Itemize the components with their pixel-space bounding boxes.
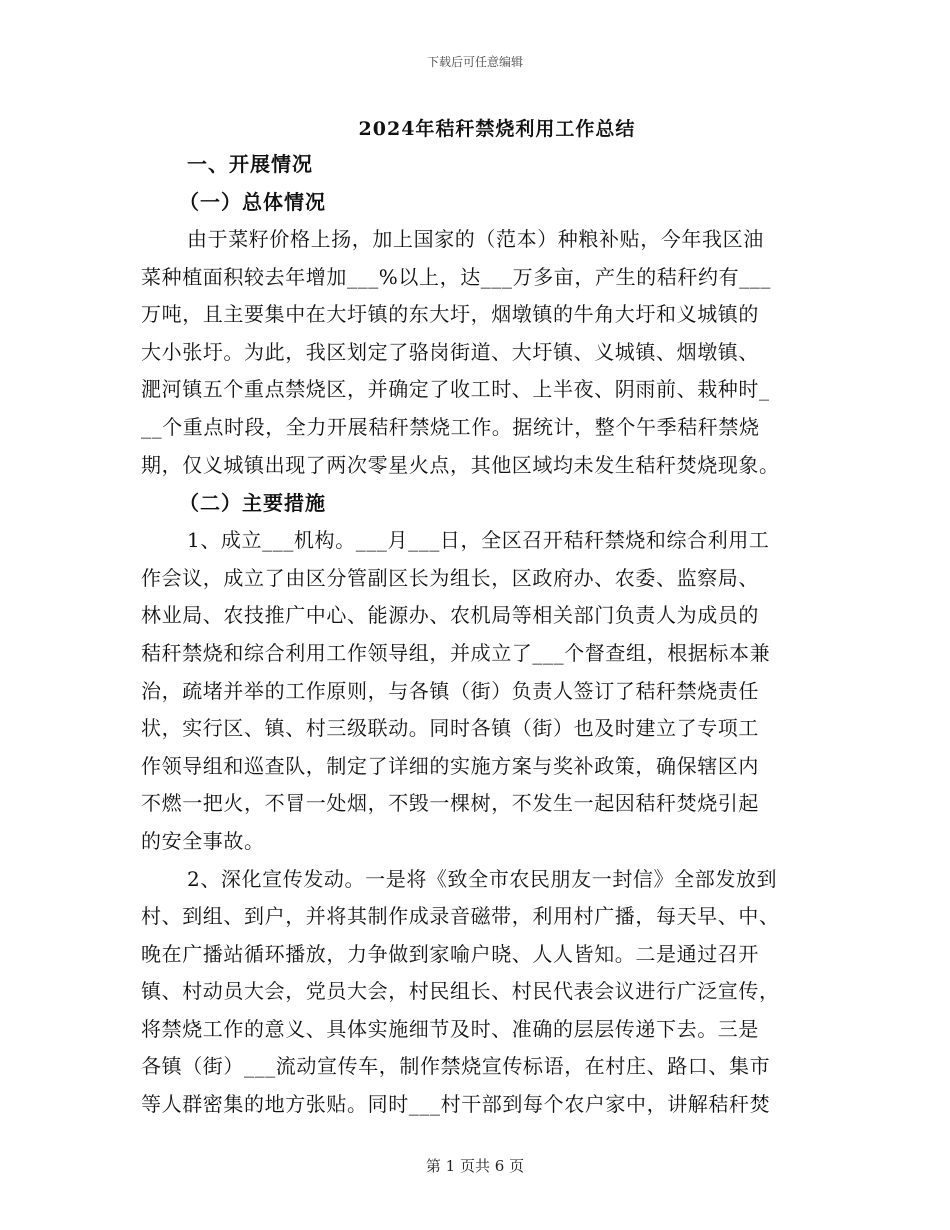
page-number: 第 1 页共 6 页 <box>425 1157 525 1175</box>
paragraph-line: 各镇（街）___流动宣传车，制作禁烧宣传标语，在村庄、路口、集市 <box>141 1054 771 1079</box>
paragraph-line: 作领导组和巡查队，制定了详细的实施方案与奖补政策，确保辖区内 <box>141 753 759 778</box>
paragraph-line: 1、成立___机构。___月___日，全区召开秸秆禁烧和综合利用工 <box>187 528 770 553</box>
paragraph-overview <box>141 221 809 484</box>
paragraph-line: 状，实行区、镇、村三级联动。同时各镇（街）也及时建立了专项工 <box>141 716 759 741</box>
paragraph-line: 等人群密集的地方张贴。同时___村干部到每个农户家中，讲解秸秆焚 <box>141 1092 771 1117</box>
paragraph-line: 大小张圩。为此，我区划定了骆岗街道、大圩镇、义城镇、烟墩镇、 <box>141 339 759 364</box>
paragraph-line: 不燃一把火，不冒一处烟，不毁一棵树，不发生一起因秸秆焚烧引起 <box>141 791 759 816</box>
paragraph-line: 的安全事故。 <box>141 828 265 853</box>
paragraph-measure-1 <box>141 522 809 860</box>
paragraph-line: 秸秆禁烧和综合利用工作领导组，并成立了___个督查组，根据标本兼 <box>141 640 771 665</box>
document-title: 2024年秸秆禁烧利用工作总结 <box>358 118 636 140</box>
paragraph-line: 期，仅义城镇出现了两次零星火点，其他区域均未发生秸秆焚烧现象。 <box>141 452 780 477</box>
paragraph-line: 万吨，且主要集中在大圩镇的东大圩，烟墩镇的牛角大圩和义城镇的 <box>141 302 759 327</box>
subsection-heading-overview: （一）总体情况 <box>179 190 326 214</box>
paragraph-line: __个重点时段，全力开展秸秆禁烧工作。据统计，整个午季秸秆禁烧 <box>141 414 760 439</box>
paragraph-line: 镇、村动员大会，党员大会，村民组长、村民代表会议进行广泛宣传， <box>141 979 780 1004</box>
document-body <box>141 145 809 1124</box>
paragraph-line: 淝河镇五个重点禁烧区，并确定了收工时、上半夜、阴雨前、栽种时_ <box>141 377 770 402</box>
paragraph-line: 将禁烧工作的意义、具体实施细节及时、准确的层层传递下去。三是 <box>141 1016 759 1041</box>
paragraph-line: 治，疏堵并举的工作原则，与各镇（街）负责人签订了秸秆禁烧责任 <box>141 678 759 703</box>
paragraph-line: 菜种植面积较去年增加___%以上，达___万多亩，产生的秸秆约有___ <box>141 264 772 289</box>
paragraph-line: 林业局、农技推广中心、能源办、农机局等相关部门负责人为成员的 <box>141 603 759 628</box>
paragraph-line: 晚在广播站循环播放，力争做到家喻户晓、人人皆知。二是通过召开 <box>141 941 759 966</box>
paragraph-line: 2、深化宣传发动。一是将《致全市农民朋友一封信》全部发放到 <box>187 866 778 891</box>
paragraph-line: 作会议，成立了由区分管副区长为组长，区政府办、农委、监察局、 <box>141 565 759 590</box>
paragraph-measure-2 <box>141 861 809 1124</box>
paragraph-line: 村、到组、到户，并将其制作成录音磁带，利用村广播，每天早、中、 <box>141 904 780 929</box>
page-header: 下载后可任意编辑 <box>426 55 523 69</box>
section-heading: 一、开展情况 <box>187 152 313 176</box>
paragraph-line: 由于菜籽价格上扬，加上国家的（范本）种粮补贴，今年我区油 <box>187 227 764 251</box>
subsection-heading-measures: （二）主要措施 <box>179 491 326 516</box>
